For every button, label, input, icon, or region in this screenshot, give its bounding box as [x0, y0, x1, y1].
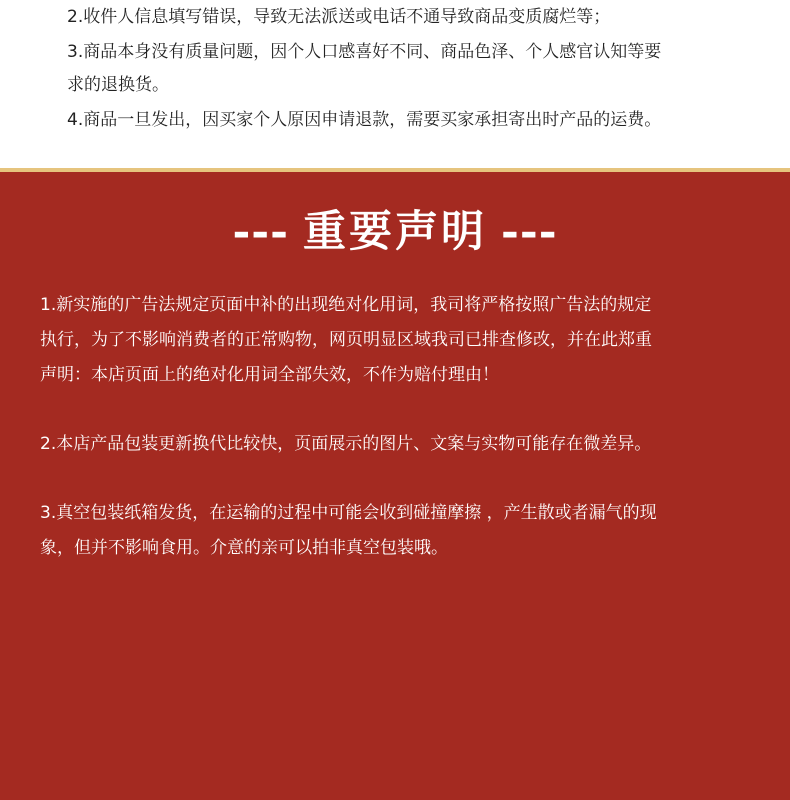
heading-dash-right: --- — [501, 207, 558, 257]
refund-note-3-line-1: 3.商品本身没有质量问题，因个人口感喜好不同、商品色泽、个人感官认知等要 — [67, 42, 662, 62]
declaration-title: 重要声明 — [303, 207, 487, 257]
declaration-item-1-line-2: 执行，为了不影响消费者的正常购物，网页明显区域我司已排查修改，并在此郑重 — [40, 330, 652, 350]
declaration-heading — [0, 203, 790, 261]
refund-notes-panel — [0, 0, 790, 168]
declaration-item-2: 2.本店产品包装更新换代比较快，页面展示的图片、文案与实物可能存在微差异。 — [40, 434, 652, 454]
heading-dash-left: --- — [232, 207, 289, 257]
divider-gold-bar — [0, 168, 790, 172]
declaration-item-3-line-1: 3.真空包装纸箱发货，在运输的过程中可能会收到碰撞摩擦 ，产生散或者漏气的现 — [40, 503, 657, 523]
refund-note-3-line-2: 求的退换货。 — [67, 75, 169, 95]
declaration-item-1-line-3: 声明：本店页面上的绝对化用词全部失效，不作为赔付理由！ — [40, 365, 499, 385]
refund-note-2: 2.收件人信息填写错误，导致无法派送或电话不通导致商品变质腐烂等； — [67, 7, 611, 27]
declaration-item-3-line-2: 象，但并不影响食用。介意的亲可以拍非真空包装哦。 — [40, 538, 448, 558]
declaration-item-1-line-1: 1.新实施的广告法规定页面中补的出现绝对化用词，我司将严格按照广告法的规定 — [40, 295, 652, 315]
refund-note-4: 4.商品一旦发出，因买家个人原因申请退款，需要买家承担寄出时产品的运费。 — [67, 110, 662, 130]
